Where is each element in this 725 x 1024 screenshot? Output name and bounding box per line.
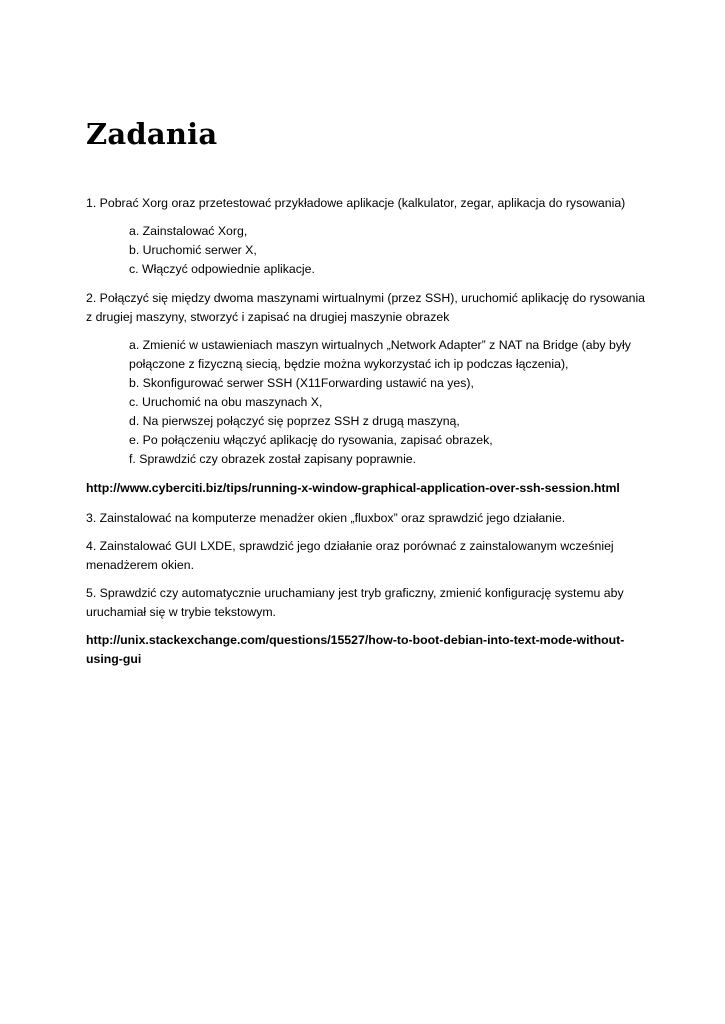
task-1: 1. Pobrać Xorg oraz przetestować przykładowe aplikacje (kalkulator, zegar, aplikacja do rysowania) bbox=[86, 196, 626, 210]
task-2-subtask-e: e. Po połączeniu włączyć aplikację do rysowania, zapisać obrazek, bbox=[129, 433, 493, 447]
task-2: 2. Połączyć się między dwoma maszynami wirtualnymi (przez SSH), uruchomić aplikację do rysowania z drugiej maszyny, stworzyć i zapisać na drugiej maszynie obrazek bbox=[86, 291, 646, 324]
task-1-subtask-a: a. Zainstalować Xorg, bbox=[129, 224, 248, 238]
task-1-subtask-c: c. Włączyć odpowiednie aplikacje. bbox=[129, 262, 315, 276]
task-2-subtask-f: f. Sprawdzić czy obrazek został zapisany poprawnie. bbox=[129, 452, 417, 466]
task-2-subtasks bbox=[86, 336, 646, 469]
task-1-subtask-b: b. Uruchomić serwer X, bbox=[129, 243, 257, 257]
task-4: 4. Zainstalować GUI LXDE, sprawdzić jego działanie oraz porównać z zainstalowanym wcześniej menadżerem okien. bbox=[86, 539, 614, 572]
page-title: Zadania bbox=[86, 117, 218, 151]
task-2-subtask-d: d. Na pierwszej połączyć się poprzez SSH z drugą maszyną, bbox=[129, 414, 460, 428]
task-2-reference-link[interactable]: http://www.cyberciti.biz/tips/running-x-window-graphical-application-over-ssh-session.html bbox=[86, 481, 620, 495]
task-5: 5. Sprawdzić czy automatycznie uruchamiany jest tryb graficzny, zmienić konfigurację systemu aby uruchamiał się w trybie tekstowym. bbox=[86, 586, 624, 619]
task-2-subtask-b: b. Skonfigurować serwer SSH (X11Forwarding ustawić na yes), bbox=[129, 376, 474, 390]
document-content bbox=[86, 112, 646, 680]
task-3: 3. Zainstalować na komputerze menadżer okien „fluxbox” oraz sprawdzić jego działanie. bbox=[86, 511, 566, 525]
task-5-reference-link[interactable]: http://unix.stackexchange.com/questions/15527/how-to-boot-debian-into-text-mode-without-using-gui bbox=[86, 633, 625, 666]
task-1-subtasks bbox=[86, 222, 646, 279]
task-2-subtask-a: a. Zmienić w ustawieniach maszyn wirtualnych „Network Adapter” z NAT na Bridge (aby były połączone z fizyczną siecią, będzie można wykorzystać ich ip podczas łączenia), bbox=[129, 338, 631, 371]
task-2-subtask-c: c. Uruchomić na obu maszynach X, bbox=[129, 395, 323, 409]
